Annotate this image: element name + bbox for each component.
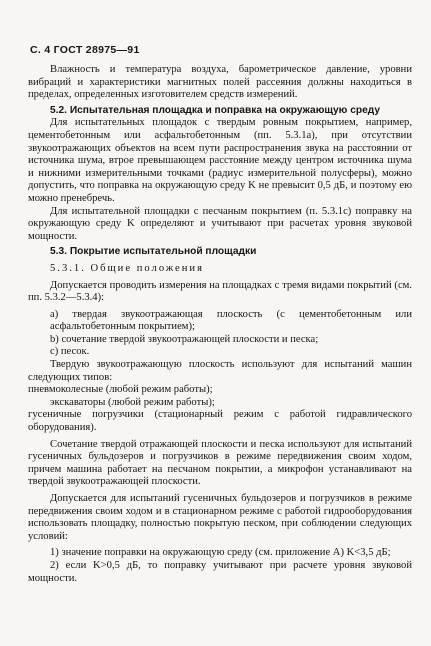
paragraph-combination: Сочетание твердой отражающей плоскости и песка используют для испытаний гусеничных бульдозеров и погрузчиков в режиме передвижения своим ходом, причем машина работает на песчаном покрытии, а микрофон устанавливают на твердой звукоотражающей плоскости. bbox=[28, 438, 412, 488]
section-heading-5-3-1: 5.3.1. Общие положения bbox=[50, 262, 204, 274]
machine-type-3: гусеничные погрузчики (стационарный режим с работой гидравлического оборудования). bbox=[28, 409, 412, 434]
list-item-b: b) сочетание твердой звукоотражающей плоскости и песка; bbox=[50, 333, 319, 345]
paragraph-sand-surface: Для испытательной площадки с песчаным покрытием (п. 5.3.1с) поправку на окружающую среду K определяют и учитывают при расчетах уровня звуковой мощности. bbox=[28, 205, 412, 242]
paragraph-conditions: Влажность и температура воздуха, барометрическое давление, уровни вибраций и характеристики магнитных полей рассеяния должны находиться в пределах, определенных изготовителем средств измерений. bbox=[28, 64, 412, 101]
machine-type-1: пневмоколесные (любой режим работы); bbox=[28, 384, 213, 396]
paragraph-sand-allowed: Допускается для испытаний гусеничных бульдозеров и погрузчиков в режиме передвижения своим ходом и в стационарном режиме с работой гидрооборудования использовать площадку, полностью покрытую песком, при соблюдении следующих условий: bbox=[28, 493, 412, 542]
machine-type-2: экскаваторы (любой режим работы); bbox=[50, 396, 215, 408]
paragraph-surface-types: Допускается проводить измерения на площадках с тремя видами покрытий (см. пп. 5.3.2—5.3.4): bbox=[28, 279, 412, 304]
condition-2: 2) если K>0,5 дБ, то поправку учитывают при расчете уровня звуковой мощности. bbox=[28, 559, 412, 584]
list-item-c: c) песок. bbox=[50, 346, 90, 358]
section-heading-5-2: 5.2. Испытательная площадка и поправка на окружающую среду bbox=[50, 104, 380, 116]
list-item-a: а) твердая звукоотражающая плоскость (с цементобетонным или асфальтобетонным покрытием); bbox=[50, 308, 412, 333]
document-body bbox=[28, 64, 412, 585]
page-header: С. 4 ГОСТ 28975—91 bbox=[30, 44, 140, 56]
condition-1: 1) значение поправки на окружающую среду (см. приложение А) K<3,5 дБ; bbox=[50, 547, 391, 559]
surface-list bbox=[28, 309, 412, 359]
section-heading-5-3: 5.3. Покрытие испытательной площадки bbox=[50, 246, 257, 258]
paragraph-hard-surface: Для испытательных площадок с твердым ровным покрытием, например, цементобетонным или асфальтобетонным (пп. 5.3.1а), при отсутствии звукоотражающих объектов на всем пути распространения звука на расстоянии от источника шума, втрое превышающем расстояние между центром источника шума и нижними измерительными точками (радиус измерительной полусферы), можно допустить, что поправка на окружающую среду K не превысит 0,5 дБ, и поэтому ею можно пренебречь. bbox=[28, 117, 412, 204]
paragraph-hard-plane-use: Твердую звукоотражающую плоскость используют для испытаний машин следующих типов: bbox=[28, 359, 412, 383]
